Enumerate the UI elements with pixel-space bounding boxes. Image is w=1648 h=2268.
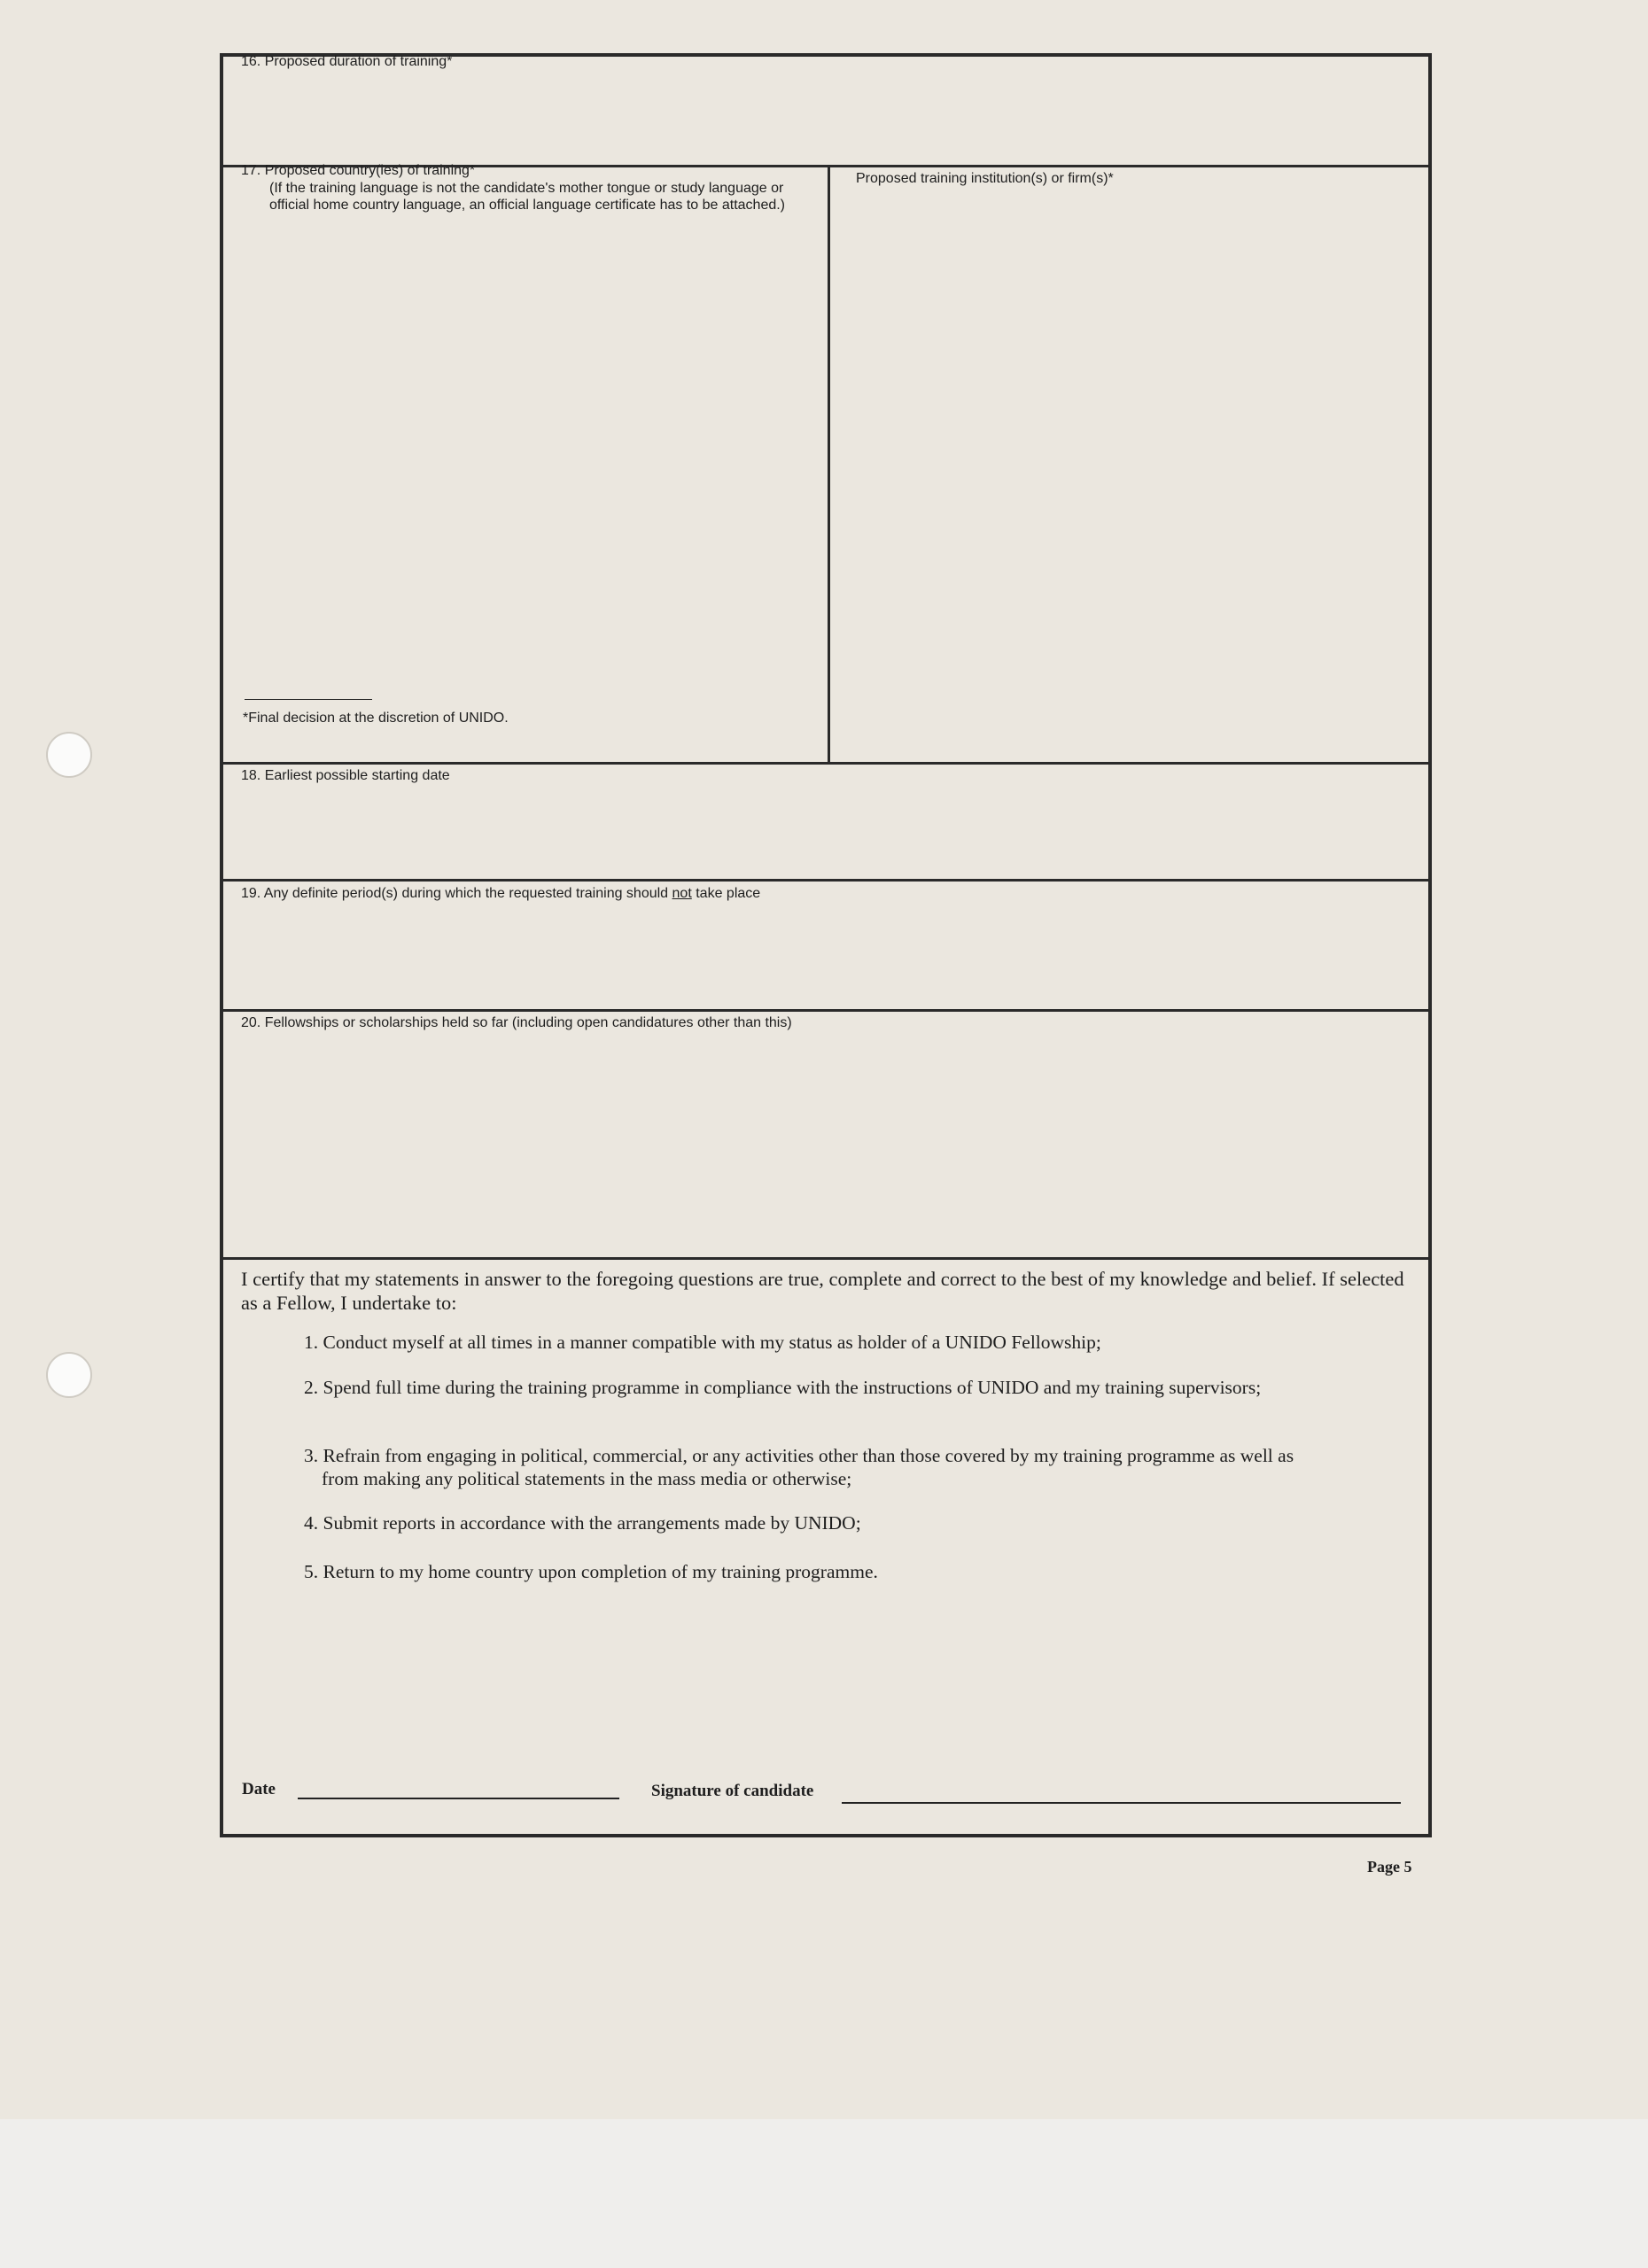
undertaking-item: 3. Refrain from engaging in political, commercial, or any activities other than those covered by my training programme as well as from making any political statements in the mass media or otherwise; (304, 1445, 1294, 1489)
column-divider (828, 165, 830, 762)
undertaking-item: 2. Spend full time during the training programme in compliance with the instructions of UNIDO and my training supervisors; (304, 1377, 1262, 1398)
q19-text-end: take place (691, 886, 761, 901)
q19-not: not (672, 886, 692, 901)
q17-institution-label: Proposed training institution(s) or firm(s)* (856, 171, 1114, 186)
divider (223, 879, 1428, 882)
date-field[interactable] (298, 1798, 619, 1799)
q19-text: 19. Any definite period(s) during which the requested training should (241, 886, 672, 901)
q17-footnote: *Final decision at the discretion of UNIDO. (243, 711, 509, 726)
signature-label: Signature of candidate (651, 1782, 814, 1800)
q17-label: 17. Proposed country(ies) of training* (241, 163, 476, 178)
date-label: Date (242, 1780, 276, 1798)
q19-label (241, 885, 760, 902)
undertaking-item: 4. Submit reports in accordance with the arrangements made by UNIDO; (304, 1512, 861, 1534)
divider (223, 1257, 1428, 1260)
undertaking-item: 5. Return to my home country upon completion of my training programme. (304, 1561, 878, 1582)
page-number: Page 5 (1367, 1858, 1412, 1876)
q18-label: 18. Earliest possible starting date (241, 768, 450, 783)
footnote-rule (245, 699, 372, 700)
certification-statement: I certify that my statements in answer to the foregoing questions are true, complete and correct to the best of my knowledge and belief. If selected as a Fellow, I undertake to: (241, 1268, 1404, 1314)
punch-hole (46, 1352, 92, 1398)
signature-field[interactable] (842, 1802, 1401, 1804)
punch-hole (46, 732, 92, 778)
divider (223, 762, 1428, 765)
divider (223, 1009, 1428, 1012)
q20-label: 20. Fellowships or scholarships held so far (including open candidatures other than this) (241, 1015, 792, 1030)
undertaking-item: 1. Conduct myself at all times in a manner compatible with my status as holder of a UNIDO Fellowship; (304, 1332, 1101, 1353)
q16-label: 16. Proposed duration of training* (241, 54, 453, 69)
q17-note: (If the training language is not the candidate's mother tongue or study language or official home country language, an official language certificate has to be attached.) (269, 181, 786, 213)
